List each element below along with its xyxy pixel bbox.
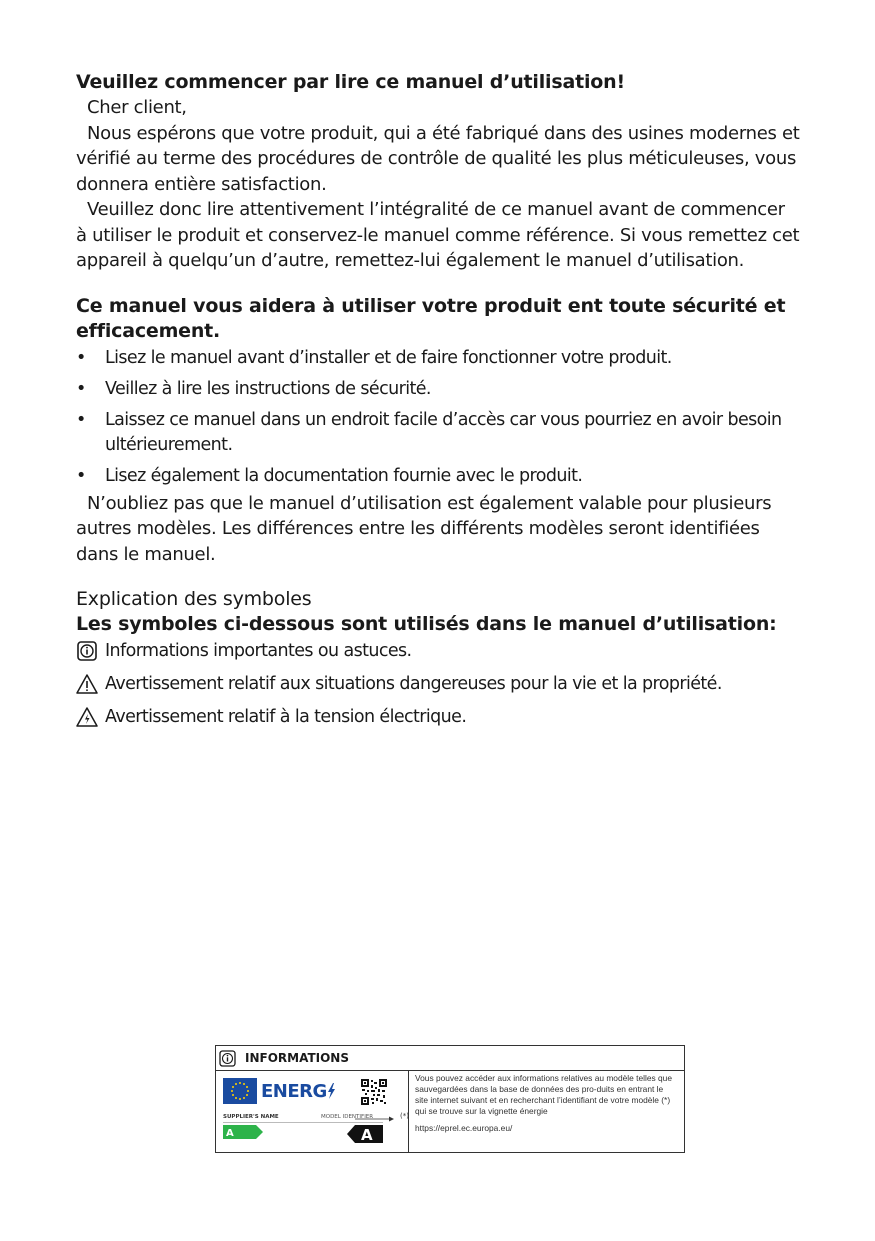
symbol-text-electric: Avertissement relatif à la tension électrique. bbox=[105, 707, 467, 727]
list-item: • Lisez le manuel avant d’installer et de faire fonctionner votre produit. bbox=[76, 346, 800, 371]
help-heading: Ce manuel vous aidera à utiliser votre produit ent toute sécurité et efficacement. bbox=[76, 294, 786, 342]
energy-class-arrow-green bbox=[223, 1125, 263, 1139]
energy-class-left: A bbox=[226, 1128, 234, 1139]
info-icon bbox=[219, 1050, 236, 1067]
information-box-body bbox=[216, 1071, 684, 1152]
energy-label-area bbox=[216, 1071, 409, 1152]
supplier-name: SUPPLIER'S NAME bbox=[223, 1114, 279, 1120]
info-icon bbox=[76, 640, 98, 662]
symbol-text-info: Informations importantes ou astuces. bbox=[105, 641, 412, 661]
symbols-subheading: Les symboles ci-dessous sont utilisés dans le manuel d’utilisation: bbox=[76, 613, 777, 635]
information-box-header bbox=[216, 1046, 684, 1071]
qr-code-icon bbox=[361, 1079, 387, 1105]
label-divider bbox=[223, 1122, 383, 1123]
list-item: • Laissez ce manuel dans un endroit facile d’accès car vous pourriez en avoir besoin ultérieurement. bbox=[76, 409, 782, 455]
bullet-glyph: • bbox=[76, 347, 86, 368]
energy-label bbox=[222, 1077, 409, 1145]
bullet-glyph: • bbox=[76, 465, 86, 486]
eprel-link[interactable]: https://eprel.ec.europa.eu/ bbox=[415, 1123, 513, 1133]
lightning-icon bbox=[327, 1083, 336, 1099]
list-item: • Lisez également la documentation fournie avec le produit. bbox=[76, 464, 800, 489]
model-identifier: MODEL IDENTIFIER bbox=[321, 1114, 374, 1120]
information-box bbox=[215, 1045, 685, 1153]
eu-flag-icon bbox=[223, 1078, 257, 1104]
information-box-text-area bbox=[409, 1071, 684, 1152]
manual-page bbox=[76, 70, 800, 730]
electric-warning-icon bbox=[76, 706, 98, 728]
energy-label-header bbox=[223, 1077, 336, 1105]
model-marker: (*) bbox=[400, 1112, 409, 1120]
list-item: • Veillez à lire les instructions de sécurité. bbox=[76, 377, 800, 402]
energy-class-arrow-black bbox=[347, 1125, 383, 1143]
greeting: Cher client, bbox=[87, 97, 187, 118]
symbols-heading: Explication des symboles bbox=[76, 588, 312, 610]
warning-icon bbox=[76, 673, 98, 695]
information-box-title: INFORMATIONS bbox=[245, 1051, 349, 1065]
energy-brand-word: ENERG bbox=[261, 1080, 327, 1102]
symbol-row-info bbox=[76, 639, 800, 664]
intro-paragraph-2: Veuillez donc lire attentivement l’intégralité de ce manuel avant de commencer à utiliser le produit et conservez-le manuel comme référence. Si vous remettez cet appareil à quelqu’un d’autre, remettez-lui également le manuel d’utilisation. bbox=[76, 199, 800, 271]
symbol-text-warning: Avertissement relatif aux situations dangereuses pour la vie et la propriété. bbox=[105, 674, 722, 694]
information-box-text: Vous pouvez accéder aux informations relatives au modèle telles que sauvegardées dans la base de données des pro-duits en entrant le site internet suivant et en recherchant l’identifiant de votre modèle (*) qui se trouve sur la vignette énergie bbox=[415, 1073, 672, 1116]
intro-heading: Veuillez commencer par lire ce manuel d’utilisation! bbox=[76, 71, 625, 93]
bullet-glyph: • bbox=[76, 378, 86, 399]
models-note: N’oubliez pas que le manuel d’utilisation est également valable pour plusieurs autres modèles. Les différences entre les différents modèles seront identifiées dans le manuel. bbox=[76, 492, 772, 565]
intro-paragraph-1: Nous espérons que votre produit, qui a été fabriqué dans des usines modernes et vérifié au terme des procédures de contrôle de qualité les plus méticuleuses, vous donnera entière satisfaction. bbox=[76, 122, 800, 195]
energy-class-right: A bbox=[361, 1126, 373, 1143]
bullet-glyph: • bbox=[76, 409, 86, 430]
symbol-row-electric bbox=[76, 705, 800, 730]
help-bullet-list bbox=[76, 346, 800, 489]
symbol-row-warning bbox=[76, 672, 800, 697]
